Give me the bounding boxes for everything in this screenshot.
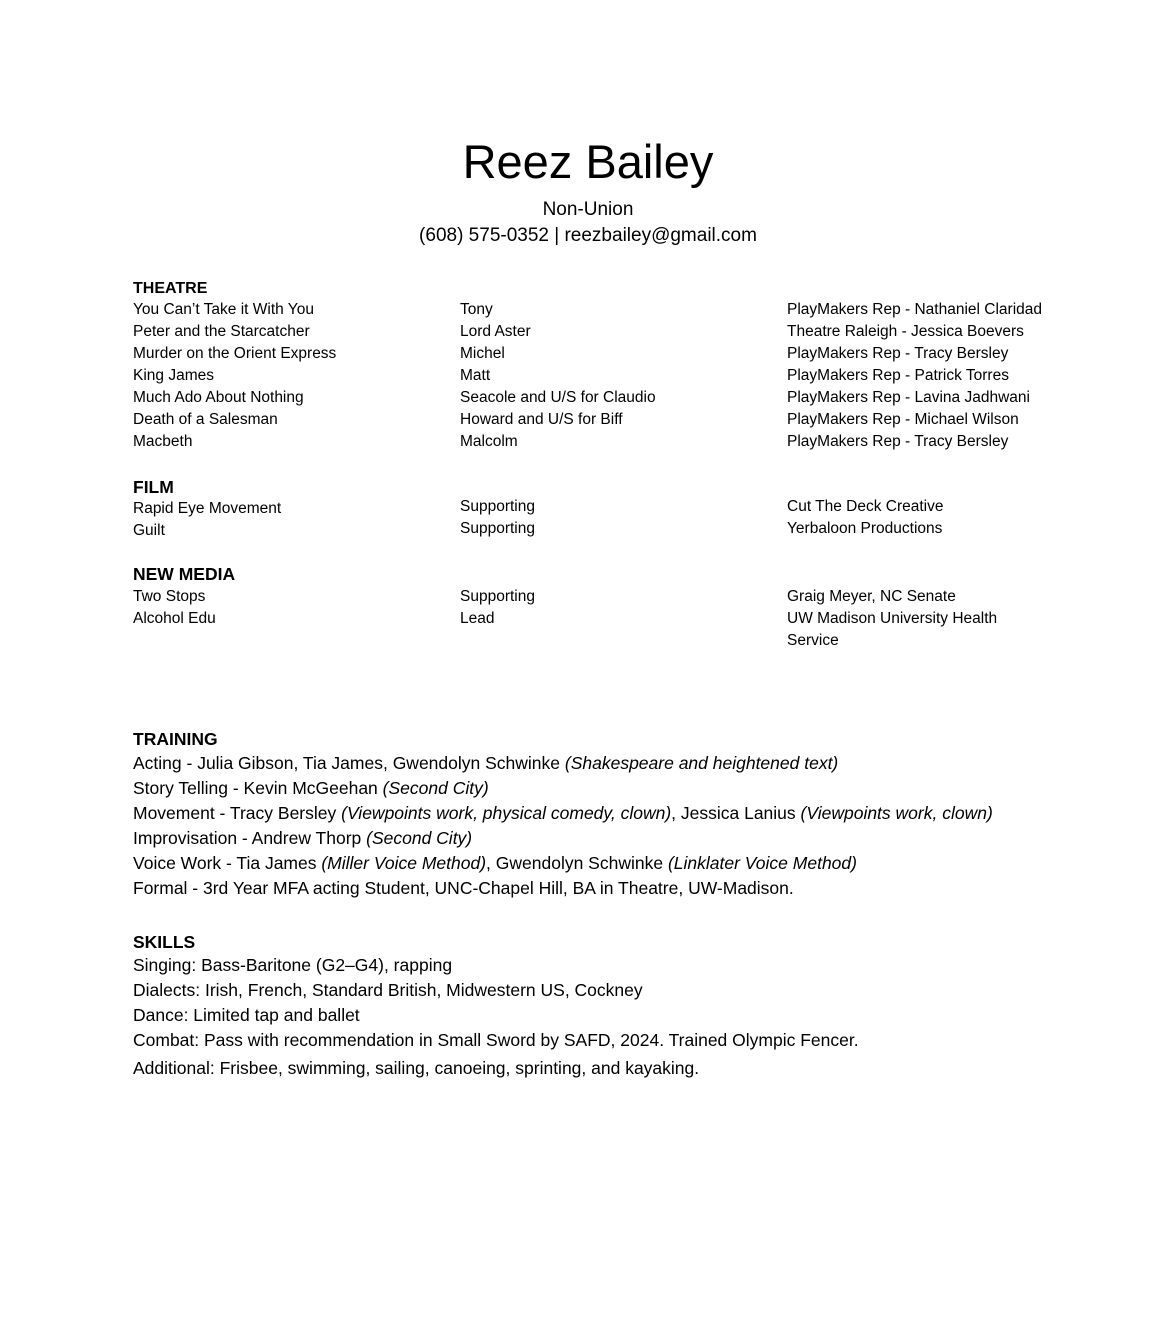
credit-role: Tony xyxy=(460,301,493,318)
credit-role: Lead xyxy=(460,610,495,627)
credit-title: Macbeth xyxy=(133,433,193,450)
credit-role: Matt xyxy=(460,367,491,384)
credit-row xyxy=(133,387,1053,409)
credit-company: Theatre Raleigh - Jessica Boevers xyxy=(787,323,1024,340)
skill-singing: Singing: Bass-Baritone (G2–G4), rapping xyxy=(133,955,453,975)
training-voice: Voice Work - Tia James (Miller Voice Method), Gwendolyn Schwinke (Linklater Voice Method) xyxy=(133,853,857,873)
credit-role: Howard and U/S for Biff xyxy=(460,411,623,428)
skills-list xyxy=(133,953,1133,1081)
theatre-credits xyxy=(133,299,1053,453)
film-credits xyxy=(133,498,1053,542)
union-status: Non-Union xyxy=(542,199,634,220)
new-media-heading: NEW MEDIA xyxy=(133,564,236,584)
film-heading: FILM xyxy=(133,477,174,497)
credit-company: Cut The Deck Creative xyxy=(787,498,944,515)
credit-title: Death of a Salesman xyxy=(133,411,278,428)
credit-role: Supporting xyxy=(460,588,535,605)
credit-title: Rapid Eye Movement xyxy=(133,500,282,517)
credit-row xyxy=(133,431,1053,453)
credit-company: PlayMakers Rep - Michael Wilson xyxy=(787,411,1019,428)
credit-role: Supporting xyxy=(460,520,535,537)
credit-title: King James xyxy=(133,367,214,384)
credit-title: Guilt xyxy=(133,522,165,539)
credit-company: PlayMakers Rep - Tracy Bersley xyxy=(787,433,1009,450)
credit-role: Lord Aster xyxy=(460,323,531,340)
skill-additional: Additional: Frisbee, swimming, sailing, canoeing, sprinting, and kayaking. xyxy=(133,1058,700,1078)
credit-role: Michel xyxy=(460,345,505,362)
credit-title: You Can’t Take it With You xyxy=(133,301,314,318)
credit-row xyxy=(133,586,1053,608)
credit-row xyxy=(133,608,1053,652)
credit-row xyxy=(133,299,1053,321)
skill-dance: Dance: Limited tap and ballet xyxy=(133,1005,360,1025)
credit-row xyxy=(133,498,1053,520)
credit-company: PlayMakers Rep - Lavina Jadhwani xyxy=(787,389,1030,406)
theatre-heading: THEATRE xyxy=(133,280,208,297)
credit-row xyxy=(133,365,1053,387)
credit-row xyxy=(133,520,1053,542)
training-heading: TRAINING xyxy=(133,729,218,749)
credit-row xyxy=(133,343,1053,365)
training-list xyxy=(133,751,1133,901)
actor-name: Reez Bailey xyxy=(462,135,714,188)
training-movement: Movement - Tracy Bersley (Viewpoints work, physical comedy, clown), Jessica Lanius (Viewpoints work, clown) xyxy=(133,803,993,823)
skill-dialects: Dialects: Irish, French, Standard British, Midwestern US, Cockney xyxy=(133,980,643,1000)
training-acting: Acting - Julia Gibson, Tia James, Gwendolyn Schwinke (Shakespeare and heightened text) xyxy=(133,753,839,773)
credit-title: Peter and the Starcatcher xyxy=(133,323,310,340)
credit-role: Supporting xyxy=(460,498,535,515)
credit-company: UW Madison University Health Service xyxy=(787,610,998,649)
skills-heading: SKILLS xyxy=(133,932,196,952)
credit-company: PlayMakers Rep - Tracy Bersley xyxy=(787,345,1009,362)
credit-title: Two Stops xyxy=(133,588,206,605)
credit-role: Malcolm xyxy=(460,433,518,450)
credit-title: Alcohol Edu xyxy=(133,610,216,627)
skill-combat: Combat: Pass with recommendation in Small Sword by SAFD, 2024. Trained Olympic Fencer. xyxy=(133,1030,859,1050)
credit-title: Murder on the Orient Express xyxy=(133,345,337,362)
credit-title: Much Ado About Nothing xyxy=(133,389,304,406)
credit-role: Seacole and U/S for Claudio xyxy=(460,389,656,406)
credit-row xyxy=(133,409,1053,431)
credit-company: Graig Meyer, NC Senate xyxy=(787,588,956,605)
training-story-telling: Story Telling - Kevin McGeehan (Second City) xyxy=(133,778,489,798)
credit-company: Yerbaloon Productions xyxy=(787,520,943,537)
new-media-credits xyxy=(133,586,1053,652)
credit-row xyxy=(133,321,1053,343)
training-improvisation: Improvisation - Andrew Thorp (Second City) xyxy=(133,828,473,848)
credit-company: PlayMakers Rep - Patrick Torres xyxy=(787,367,1009,384)
contact-info: (608) 575-0352 | reezbailey@gmail.com xyxy=(419,225,757,246)
training-formal: Formal - 3rd Year MFA acting Student, UNC-Chapel Hill, BA in Theatre, UW-Madison. xyxy=(133,878,794,898)
credit-company: PlayMakers Rep - Nathaniel Claridad xyxy=(787,301,1043,318)
